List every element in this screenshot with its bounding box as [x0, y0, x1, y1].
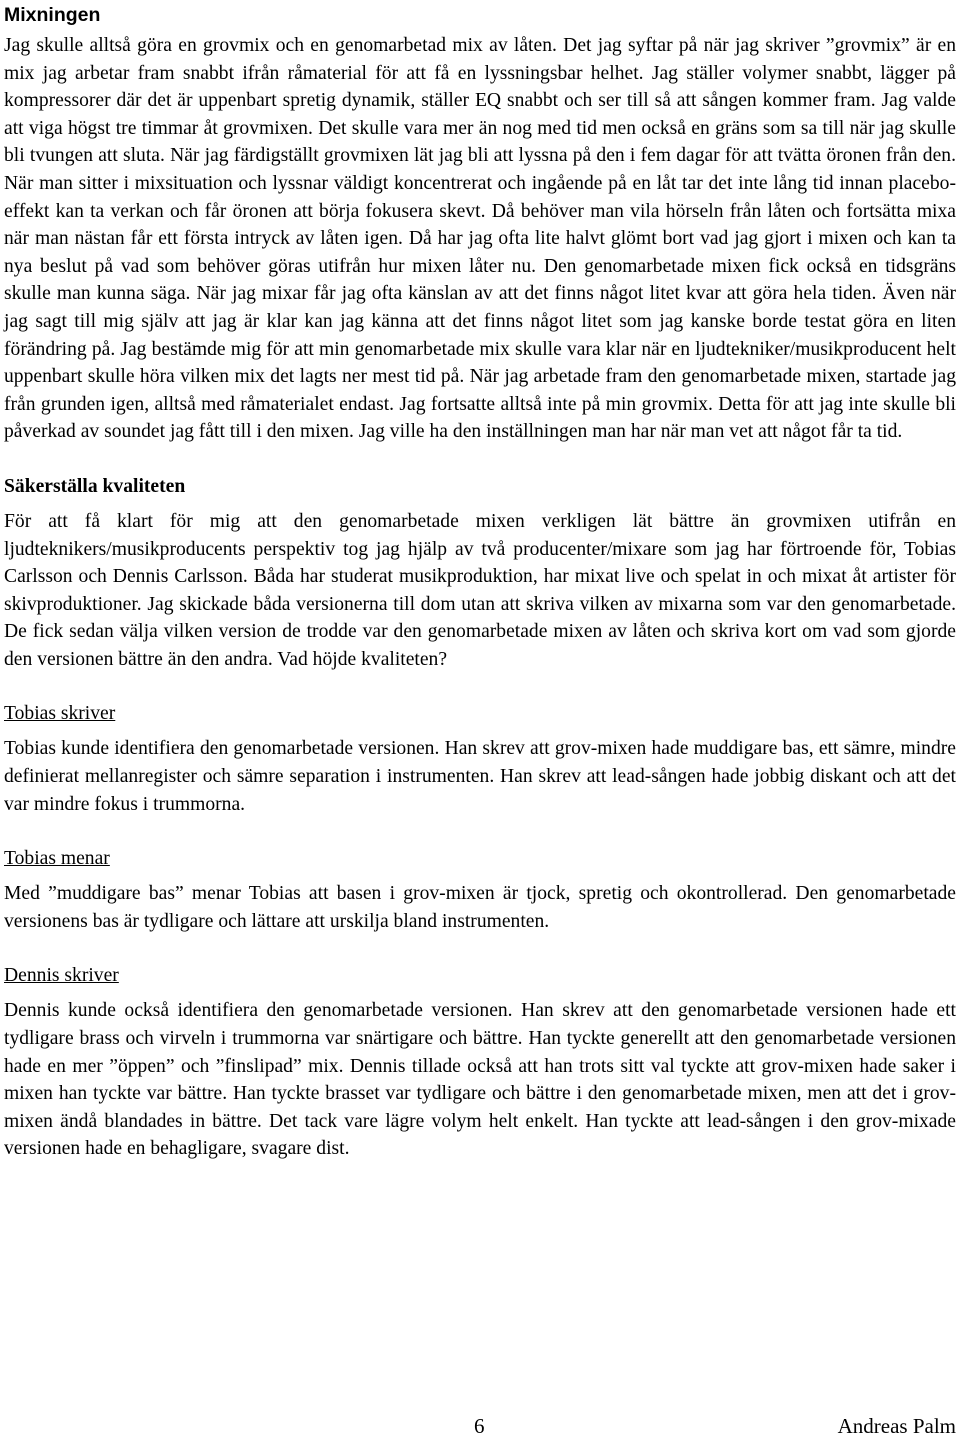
section-heading-tobias-menar: Tobias menar: [4, 848, 110, 870]
paragraph-tobias-skriver: Tobias kunde identifiera den genomarbetade versionen. Han skrev att grov-mixen hade muddigare bas, ett sämre, mindre definierat mellanregister och sämre separation i instrumenten. Han skrev att lead-sången hade jobbig diskant och att det var mindre fokus i trummorna.: [4, 738, 956, 815]
paragraph-kvalitet: För att få klart för mig att den genomarbetade mixen verkligen lät bättre än grovmixen utifrån en ljudteknikers/musikproducents perspektiv tog jag hjälp av två producenter/mixare som jag har förtroende för, Tobias Carlsson och Dennis Carlsson. Båda har studerat musikproduktion, har mixat live och spelat in och mixat åt artister för skivproduktioner. Jag skickade båda versionerna till dom utan att skriva vilken av mixarna som var den genomarbetade. De fick sedan välja vilken version de trodde var den genomarbetade mixen av låten och skriva kort om vad som gjorde den versionen bättre än den andra. Vad höjde kvaliteten?: [4, 510, 956, 670]
page-number: 6: [474, 1414, 485, 1438]
paragraph-tobias-menar: Med ”muddigare bas” menar Tobias att basen i grov-mixen är tjock, spretig och okontrollerad. Den genomarbetade versionens bas är tydligare och lättare att urskilja bland instrumenten.: [4, 883, 956, 932]
author-name: Andreas Palm: [837, 1414, 956, 1438]
section-heading-mixningen: Mixningen: [4, 4, 101, 26]
section-heading-tobias-skriver: Tobias skriver: [4, 703, 116, 725]
paragraph-mixningen: Jag skulle alltså göra en grovmix och en genomarbetad mix av låten. Det jag syftar på när jag skriver ”grovmix” är en mix jag arbetar fram snabbt ifrån råmaterial för att få en lyssningsbar helhet. Jag ställer volymer snabbt, lägger på kompressorer där det är uppenbart spretig dynamik, ställer EQ snabbt och ser till så att sången kommer fram. Jag valde att viga högst tre timmar åt grovmixen. Det skulle vara mer än nog med tid men också en gräns som sa till när jag skulle bli tvungen att sluta. När jag färdigställt grovmixen lät jag bli att lyssna på den i fem dagar för att tvätta öronen från den. När man sitter i mixsituation och lyssnar väldigt koncentrerat och ingående på en låt tar det inte lång tid innan placebo-effekt kan ta verkan och får öronen att börja fokusera skevt. Då behöver man vila hörseln från låten och fortsätta mixa när man nästan får ett första intryck av låten igen. Då har jag ofta lite halvt glömt bort vad jag gjort i mixen och kan ta nya beslut på vad som behöver göras utifrån hur mixen låter nu. Den genomarbetade mixen fick också en tidsgräns skulle man kunna säga. När jag mixar får jag ofta känslan av att det finns något litet kvar att göra hela tiden. Även när jag sagt till mig själv att jag är klar kan jag känna att det finns något litet som jag kanske borde testat göra en liten förändring på. Jag bestämde mig för att min genomarbetade mix skulle vara klar när en ljudtekniker/musikproducent helt uppenbart skulle höra vilken mix det lagts ner mest tid på. När jag arbetade fram den genomarbetade mixen, startade jag från grunden igen, alltså med råmaterialet endast. Jag fortsatte alltså inte på min grovmix. Detta för att jag inte skulle bli påverkad av soundet jag fått till i den mixen. Jag ville ha den inställningen man har när man vet att något får ta tid.: [4, 35, 956, 443]
document-page: [4, 0, 956, 1163]
section-heading-kvalitet: Säkerställa kvaliteten: [4, 475, 186, 497]
page-footer: [0, 1414, 960, 1440]
paragraph-dennis-skriver: Dennis kunde också identifiera den genomarbetade versionen. Han skrev att den genomarbetade versionen hade ett tydligare brass och virveln i trummorna var snärtigare och bättre. Han tyckte generellt att den genomarbetade versionen hade en mer ”öppen” och ”finslipad” mix. Dennis tillade också att han trots sitt val tyckte att grov-mixen hade saker i mixen han tyckte var bättre. Han tyckte brasset var tydligare och bättre i den genomarbetade mixen, men att det i grov-mixen ändå blandades in bättre. Det tack vare lägre volym helt enkelt. Han tyckte att lead-sången i den grov-mixade versionen hade en behagligare, svagare dist.: [4, 1000, 956, 1160]
section-heading-dennis-skriver: Dennis skriver: [4, 965, 119, 987]
